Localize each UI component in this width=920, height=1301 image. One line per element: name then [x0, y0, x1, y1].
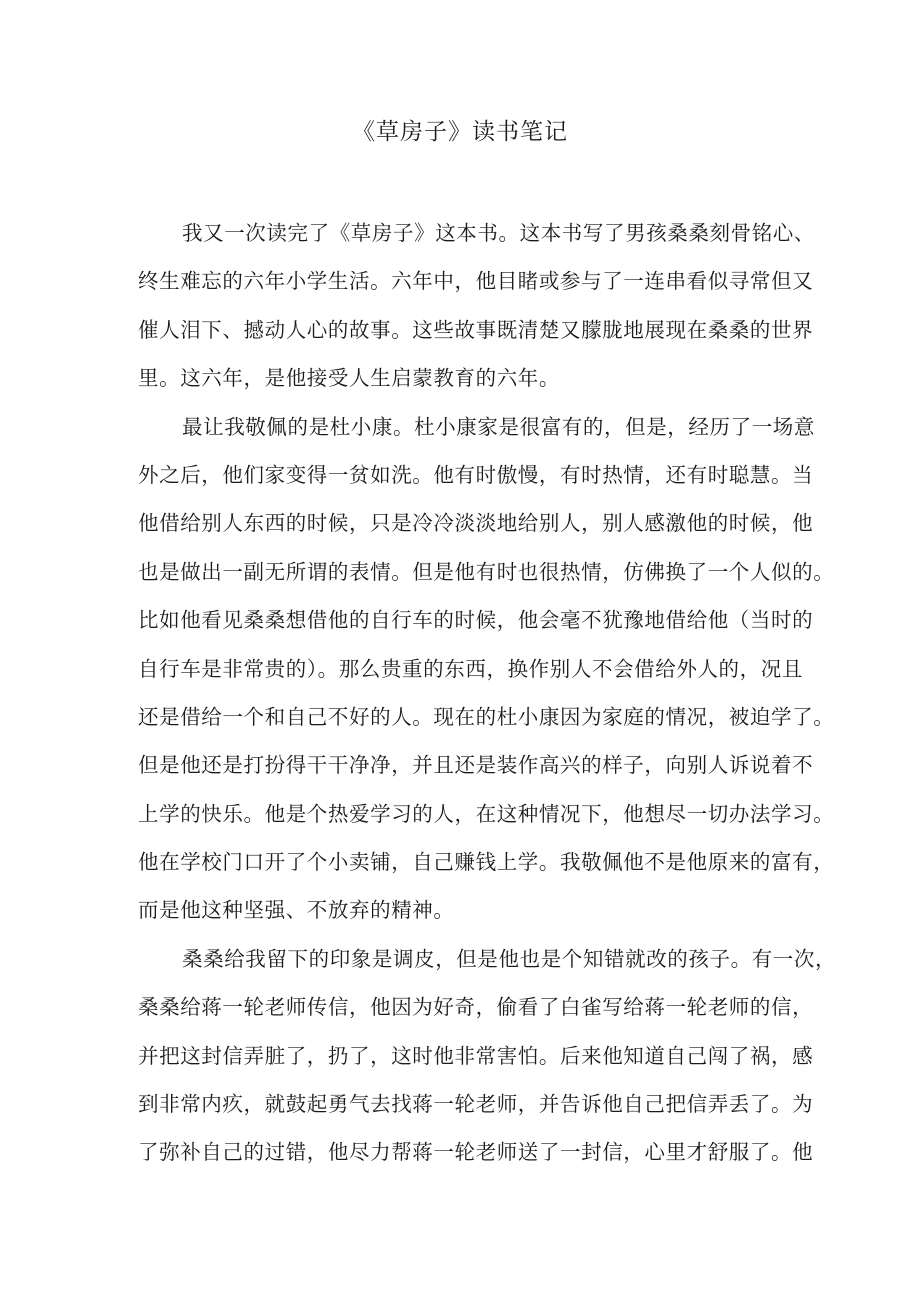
text-line: 了弥补自己的过错，他尽力帮蒋一轮老师送了一封信，心里才舒服了。他: [138, 1140, 814, 1165]
text-line: 终生难忘的六年小学生活。六年中，他目睹或参与了一连串看似寻常但又: [138, 269, 814, 294]
paragraph-3: [138, 935, 837, 1177]
text-line: 最让我敬佩的是杜小康。杜小康家是很富有的，但是，经历了一场意: [182, 414, 815, 439]
text-line: 还是借给一个和自己不好的人。现在的杜小康因为家庭的情况，被迫学了。: [138, 704, 835, 729]
text-line: 自行车是非常贵的）。那么贵重的东西，换作别人不会借给外人的，况且: [138, 656, 803, 681]
text-line: 而是他这种坚强、不放弃的精神。: [138, 898, 455, 923]
text-line: 桑桑给我留下的印象是调皮，但是他也是个知错就改的孩子。有一次，: [182, 946, 837, 971]
text-line: 到非常内疚，就鼓起勇气去找蒋一轮老师，并告诉他自己把信弄丢了。为: [138, 1092, 814, 1117]
text-line: 也是做出一副无所谓的表情。但是他有时也很热情，仿佛换了一个人似的。: [138, 559, 835, 584]
text-line: 他在学校门口开了个小卖铺，自己赚钱上学。我敬佩他不是他原来的富有，: [138, 850, 835, 875]
text-line: 桑桑给蒋一轮老师传信，他因为好奇，偷看了白雀写给蒋一轮老师的信，: [138, 995, 814, 1020]
text-line: 外之后，他们家变得一贫如洗。他有时傲慢，有时热情，还有时聪慧。当: [138, 462, 814, 487]
document-title: 《草房子》读书笔记: [352, 119, 568, 145]
paragraph-2: [138, 403, 835, 935]
text-line: 催人泪下、撼动人心的故事。这些故事既清楚又朦胧地展现在桑桑的世界: [138, 317, 814, 342]
text-line: 并把这封信弄脏了，扔了，这时他非常害怕。后来他知道自己闯了祸，感: [138, 1043, 814, 1068]
text-line: 我又一次读完了《草房子》这本书。这本书写了男孩桑桑刻骨铭心、: [182, 221, 815, 245]
text-line: 他借给别人东西的时候，只是冷冷淡淡地给别人，别人感激他的时候，他: [138, 511, 814, 536]
text-line: 比如他看见桑桑想借他的自行车的时候，他会毫不犹豫地借给他（当时的: [138, 608, 814, 633]
text-line: 里。这六年，是他接受人生启蒙教育的六年。: [138, 366, 560, 391]
text-line: 但是他还是打扮得干干净净，并且还是装作高兴的样子，向别人诉说着不: [138, 753, 814, 778]
document-body: [138, 209, 837, 1177]
paragraph-1: [138, 209, 815, 403]
text-line: 上学的快乐。他是个热爱学习的人，在这种情况下，他想尽一切办法学习。: [138, 801, 835, 826]
